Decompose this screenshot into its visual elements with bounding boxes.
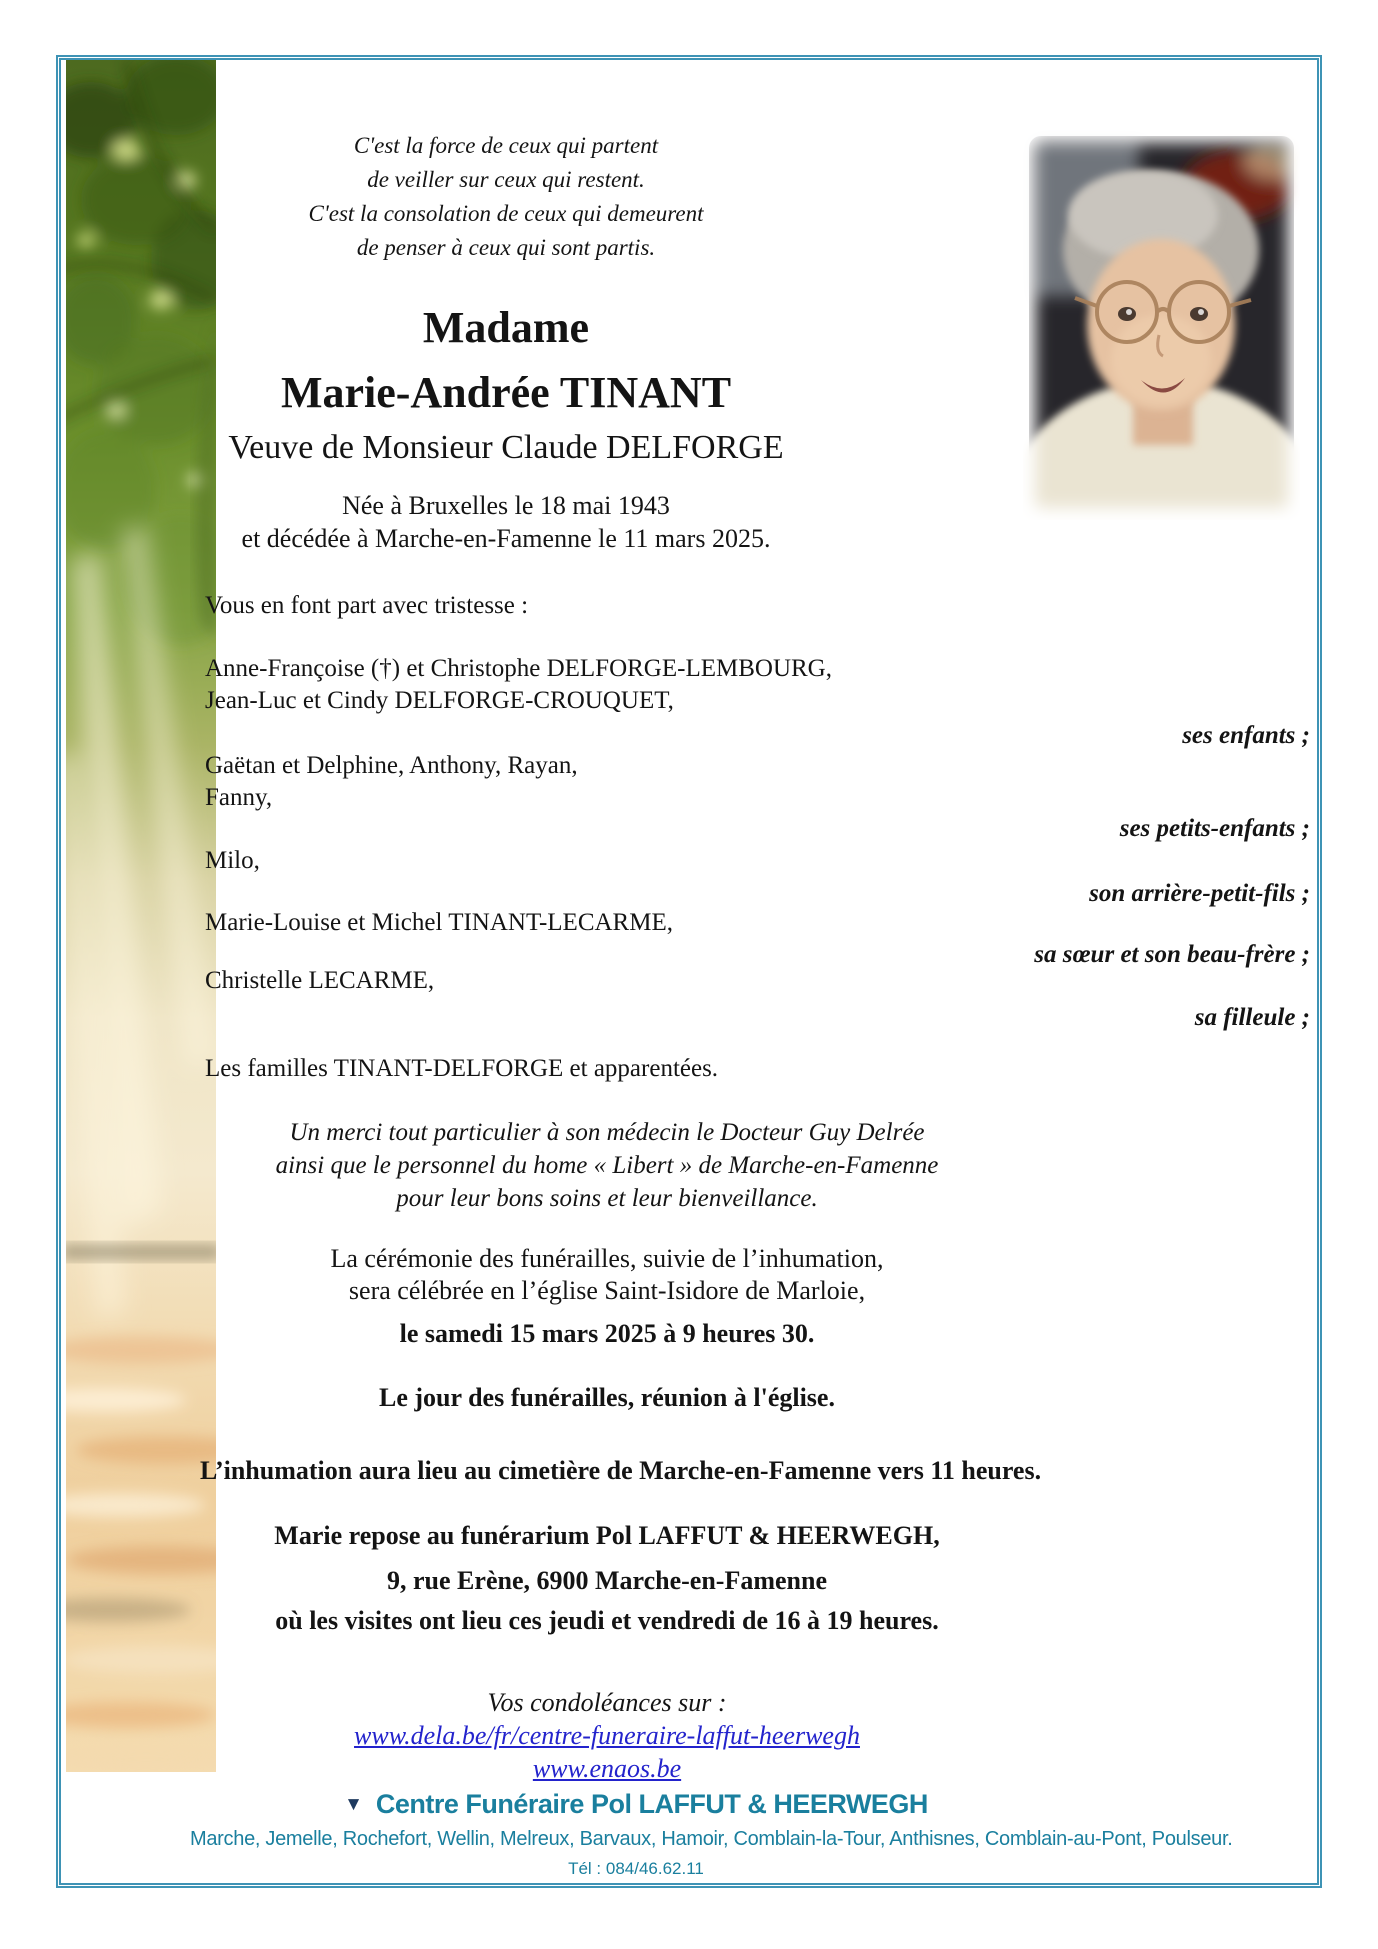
burial-line: L’inhumation aura lieu au cimetière de Marche-en-Famenne vers 11 heures. [200, 1456, 1042, 1485]
portrait-photo [1023, 130, 1300, 520]
relation-label: ses petits-enfants ; [1119, 815, 1310, 842]
family-names: Marie-Louise et Michel TINANT-LECARME, [205, 909, 673, 936]
family-names: Gaëtan et Delphine, Anthony, Rayan, [205, 752, 578, 779]
funeral-home-locations: Marche, Jemelle, Rochefort, Wellin, Melreux, Barvaux, Hamoir, Comblain-la-Tour, Anthisnes, Comblain-au-Pont, Poulseur. [190, 1828, 1233, 1850]
funeral-home-name: Centre Funéraire Pol LAFFUT & HEERWEGH [375, 1789, 928, 1819]
forest-path-image [66, 60, 216, 1772]
quote-line: de penser à ceux qui sont partis. [356, 235, 656, 260]
funeral-home-brand [190, 1788, 1082, 1822]
family-names: Jean-Luc et Cindy DELFORGE-CROUQUET, [205, 687, 674, 714]
ceremony-meeting: Le jour des funérailles, réunion à l'église. [379, 1383, 835, 1412]
visits-line: où les visites ont lieu ces jeudi et vendredi de 16 à 19 heures. [275, 1606, 939, 1635]
family-names: Milo, [205, 847, 260, 874]
families-line: Les familles TINANT-DELFORGE et apparentées. [205, 1055, 719, 1082]
quote-line: C'est la force de ceux qui partent [353, 133, 659, 158]
relation-label: sa sœur et son beau-frère ; [1034, 941, 1310, 968]
thanks-line: ainsi que le personnel du home « Libert » de Marche-en-Famenne [275, 1152, 939, 1179]
relation-label: son arrière-petit-fils ; [1089, 880, 1310, 907]
funeral-home-phone: Tél : 084/46.62.11 [568, 1859, 704, 1878]
birth-line: Née à Bruxelles le 18 mai 1943 [342, 491, 670, 520]
condolences-label: Vos condoléances sur : [487, 1688, 727, 1717]
ceremony-datetime: le samedi 15 mars 2025 à 9 heures 30. [399, 1319, 815, 1348]
condolences-link-row [200, 1720, 1014, 1753]
down-triangle-icon: ▼ [344, 1794, 363, 1816]
thanks-line: pour leur bons soins et leur bienveillance. [396, 1185, 818, 1212]
condolences-link-dela[interactable]: www.dela.be/fr/centre-funeraire-laffut-heerwegh [354, 1721, 860, 1750]
condolences-link-enaos[interactable]: www.enaos.be [532, 1754, 682, 1783]
funerarium-address: 9, rue Erène, 6900 Marche-en-Famenne [387, 1566, 827, 1595]
family-names: Christelle LECARME, [205, 967, 435, 994]
ceremony-line: sera célébrée en l’église Saint-Isidore de Marloie, [348, 1276, 866, 1305]
death-line: et décédée à Marche-en-Famenne le 11 mars 2025. [241, 524, 771, 553]
quote-line: de veiller sur ceux qui restent. [367, 167, 645, 192]
family-names: Anne-Françoise (†) et Christophe DELFORGE-LEMBOURG, [205, 655, 832, 682]
ceremony-line: La cérémonie des funérailles, suivie de l’inhumation, [330, 1244, 884, 1273]
relation-label: ses enfants ; [1182, 722, 1310, 749]
thanks-line: Un merci tout particulier à son médecin le Docteur Guy Delrée [289, 1119, 925, 1146]
family-names: Fanny, [205, 784, 273, 811]
deceased-name: Marie-Andrée TINANT [280, 368, 732, 417]
relation-label: sa filleule ; [1194, 1004, 1310, 1031]
condolences-link-row [200, 1753, 1014, 1786]
repose-line: Marie repose au funérarium Pol LAFFUT & HEERWEGH, [274, 1521, 940, 1550]
widow-line: Veuve de Monsieur Claude DELFORGE [228, 429, 784, 466]
announcement-intro: Vous en font part avec tristesse : [205, 592, 529, 619]
quote-line: C'est la consolation de ceux qui demeurent [308, 201, 704, 226]
deceased-title: Madame [422, 303, 590, 352]
